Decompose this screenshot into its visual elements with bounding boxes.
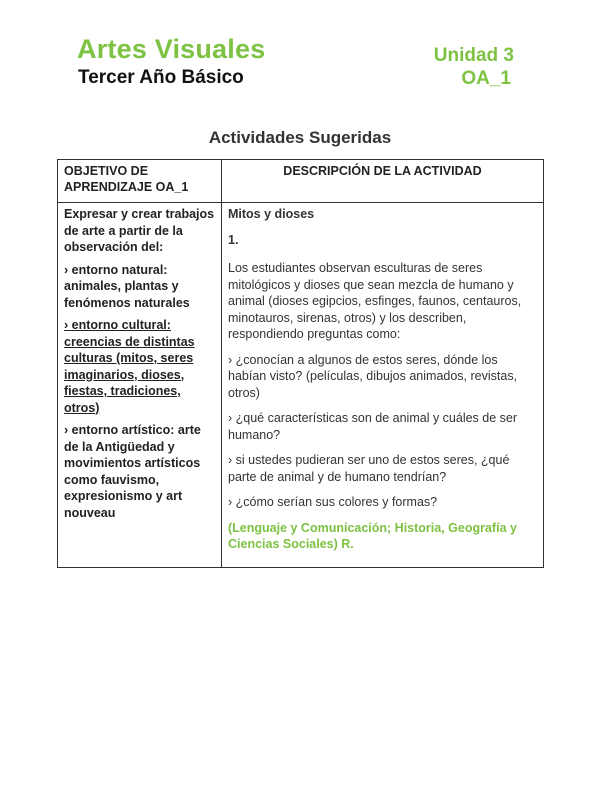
header-description: DESCRIPCIÓN DE LA ACTIVIDAD bbox=[222, 160, 544, 203]
objective-artistic: › entorno artístico: arte de la Antigüedad y movimientos artísticos como fauvismo, expresionismo y art nouveau bbox=[64, 423, 201, 520]
activity-question: › ¿conocían a algunos de estos seres, dónde los habían visto? (películas, dibujos animados, revistas, otros) bbox=[228, 352, 518, 400]
header-objective: OBJETIVO DE APRENDIZAJE OA_1 bbox=[58, 160, 222, 203]
activity-table bbox=[57, 159, 544, 568]
section-title: Actividades Sugeridas bbox=[208, 128, 392, 147]
objective-cell bbox=[58, 203, 222, 568]
activity-title: Mitos y dioses bbox=[228, 207, 315, 221]
table-row bbox=[58, 203, 544, 568]
objective-intro: Expresar y crear trabajos de arte a partir de la observación del: bbox=[64, 207, 215, 254]
activity-number: 1. bbox=[228, 232, 239, 247]
document-subtitle: Tercer Año Básico bbox=[78, 67, 244, 88]
activity-crossref: (Lenguaje y Comunicación; Historia, Geografía y Ciencias Sociales) R. bbox=[228, 520, 517, 551]
activity-cell bbox=[222, 203, 544, 568]
activity-description: Los estudiantes observan esculturas de seres mitológicos y dioses que sean mezcla de humano y animal (dioses egipcios, esfinges, faunos, centauros, minotauros, sirenas, otros) y los describen, respondiendo preguntas como: bbox=[228, 261, 522, 341]
table-header-row bbox=[58, 160, 544, 203]
activity-question: › si ustedes pudieran ser uno de estos seres, ¿qué parte de animal y de humano tendrían? bbox=[228, 453, 510, 484]
document-title: Artes Visuales bbox=[77, 34, 266, 64]
objective-cultural: › entorno cultural: creencias de distintas culturas (mitos, seres imaginarios, dioses, fiestas, tradiciones, otros) bbox=[64, 318, 195, 415]
activity-question: › ¿qué características son de animal y cuáles de ser humano? bbox=[228, 411, 518, 442]
objective-natural: › entorno natural: animales, plantas y fenómenos naturales bbox=[64, 262, 190, 310]
activity-question: › ¿cómo serían sus colores y formas? bbox=[228, 495, 438, 509]
oa-label: OA_1 bbox=[461, 68, 511, 89]
unit-label: Unidad 3 bbox=[433, 45, 514, 66]
